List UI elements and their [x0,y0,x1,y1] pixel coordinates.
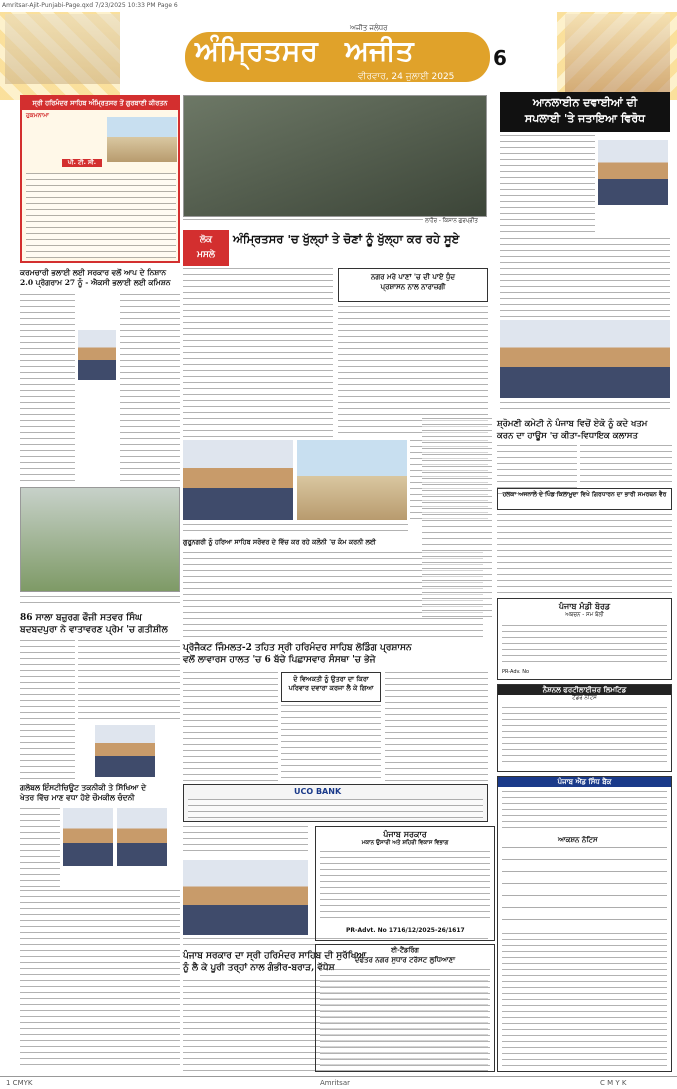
tag-line-2: ਮਸਲੇ [196,250,215,260]
middle-bottom-headline-1: ਪੰਜਾਬ ਸਰਕਾਰ ਦਾ ਸ੍ਰੀ ਹਰਿਮੰਦਰ ਸਾਹਿਬ ਦੀ ਸੁਰੱਖਿਆ [183,951,367,961]
masthead-date: ਵੀਰਵਾਰ, 24 ਜੁਲਾਈ 2025 [358,72,455,82]
mandi-board-ad [497,598,672,680]
kirtan-ad-label: ਪੀ. ਟੀ. ਸੀ. [62,159,102,167]
main-story-text-a [183,268,333,438]
middle-lower-text [183,826,308,856]
left-story-3-headline [20,783,180,803]
uco-bank-text [188,799,483,819]
right-top-headline-1: ਆਨਲਾਈਨ ਦਵਾਈਆਂ ਦੀ [532,96,638,109]
middle-headline-2-line-2: ਵਲੋਂ ਲਾਵਾਰਸ ਹਾਲਤ 'ਚ 6 ਬੱਚੇ ਪਿਛਾਸਵਾਰ ਸੰਸਥਾ 'ਚ ਭੇਜੇ [183,655,376,665]
footer-right: C M Y K [600,1079,627,1087]
right-top-headline-2: ਸਪਲਾਈ 'ਤੇ ਜਤਾਇਆ ਵਿਰੋਧ [524,112,646,125]
left-story-2-text-b [78,640,180,720]
left-story-3-headline-1: ਗਲੋਬਲ ਇੰਸਟੀਚਿਊਟ ਤਕਨੀਕੀ ਤੇ ਸਿੱਖਿਆ ਦੇ [20,783,147,792]
middle-headline-2-line-1: ਪ੍ਰੋਜੈਕਟ ਜਿੰਮਲਤ-2 ਤਹਿਤ ਸ੍ਰੀ ਹਰਿਮੰਦਰ ਸਾਹਿਬ ਲੋਡਿੰਗ ਪ੍ਰਸ਼ਾਸਨ [183,643,412,653]
main-story-subbox [338,268,488,302]
middle-bottom-headline-2: ਨੂੰ ਲੈ ਕੇ ਪੂਰੀ ਤਰ੍ਹਾਂ ਨਾਲ ਗੰਭੀਰ-ਬਰਾੜ, ਵੱਧੇਸ਼ [183,963,335,973]
right-mid-text-c [497,514,672,594]
tag-line-1: ਲੋਕ [199,235,213,245]
masthead-title-ajit: ਅਜੀਤ [345,34,414,67]
right-top-headline [500,92,670,132]
footer-left: 1 CMYK [6,1079,33,1087]
left-story-3-headline-2: ਖੇਤਰ ਵਿੱਚ ਮਾਣ ਵਧਾ ਹੋਏ ਚੌਮਕੀਲ ਚੰਦਨੀ [20,793,135,802]
header-photo-left [5,14,120,84]
right-top-text-b [500,238,670,318]
lok-masle-tag [183,230,229,266]
left-story-2-headline-1: 86 ਸਾਲਾ ਬਜ਼ੁਰਗ ਫੌਜੀ ਸਤਵਰ ਸਿੰਘ [20,613,142,623]
print-slug: Amritsar-Ajit-Punjabi-Page.qxd 7/23/2025 10:33 PM Page 6 [2,2,178,9]
top-news-photo [183,95,487,217]
main-headline: ਅੰਮ੍ਰਿਤਸਰ 'ਚ ਖੁੱਲ੍ਹਾਂ ਤੇ ਚੋਣਾਂ ਨੂੰ ਖੁੱਲ੍ਹਾ ਕਰ ਰਹੇ ਸੂਏ [233,232,460,246]
bank-auction-bank: ਪੰਜਾਬ ਐਂਡ ਸਿੰਧ ਬੈਂਕ [498,777,671,787]
nfl-ad-title: ਨੈਸ਼ਨਲ ਫਰਟੀਲਾਈਜ਼ਰ ਲਿਮਟਿਡ [498,685,671,695]
middle-conference-photo [183,860,308,935]
nfl-ad [497,684,672,772]
mandi-board-sub: ਅਬਚਨ - ਸਮ ਬੋਲੀ [565,612,604,618]
kirtan-ad-photo [107,117,177,162]
middle-col-b-text [281,705,381,782]
uco-bank-ad [183,784,488,822]
left-story-1-headline-1: ਕਰਮਚਾਰੀ ਭਲਾਈ ਲਈ ਸਰਕਾਰ ਵਲੋਂ ਆਪ ਦੇ ਨਿਸ਼ਾਨ [20,268,167,277]
uco-bank-name: UCO BANK [294,787,342,796]
middle-headline-2 [183,642,488,666]
main-story-sub-2: ਪ੍ਰਸ਼ਾਸਨ ਨਾਲ ਨਾਰਾਜ਼ਗੀ [380,282,446,291]
page-number: 6 [493,46,507,70]
left-story-1-headline-2: 2.0 ਪ੍ਰੋਗਰਾਮ 27 ਨੂੰ - ਐਕਸੀ ਭਲਾਈ ਲਈ ਕਮਿਸ਼ਨ [20,278,171,287]
middle-group-photo [183,440,293,520]
punjab-gov-ad [315,826,495,941]
middle-col-c-text [385,672,488,782]
mandi-pr-adv: PR-Adv. No [502,669,530,675]
right-top-group-photo [500,320,670,398]
right-mid-headline [497,418,672,442]
middle-headline-1: ਗੁਰੂਨਗਰੀ ਨੂੰ ਹਰਿਆ ਸਾਹਿਬ ਸਰੋਵਰ ਦੇ ਵਿੱਚ ਕਰ ਰਹੇ ਕਲੋਨੀ 'ਚ ਕੰਮ ਕਰਨੀ ਲਈ [183,538,376,546]
middle-photo-caption [183,524,408,534]
kirtan-ad-text [26,173,176,258]
middle-col-a-text [183,672,278,782]
nfl-ad-text [502,707,667,767]
middle-box-headline: ਦੋ ਵਿਅਕਤੀ ਨੂੰ ਉਤਰਾ ਦਾ ਕਿਰਾ [293,675,369,683]
main-story-sub-1: ਨਗਰ ਮਰੇ ਪਾਣਾਂ 'ਚ ਦੀ ਪਾਏ ਧੁੰਦ [370,272,456,281]
footer-mid: Amritsar [320,1079,350,1087]
right-mid-headline-1: ਸ਼੍ਰੋਮਣੀ ਕਮੇਟੀ ਨੇ ਪੰਜਾਬ ਵਿਚੋਂ ਏਕੋ ਨੂੰ ਕਦੇ ਖਤਮ [497,419,648,429]
tender-ad-title: ਈ-ਟੈਂਡਰਿੰਗ [391,946,419,954]
right-col-text-a [422,418,492,618]
left-story-1-text-a [20,294,75,484]
left-story-2-headline [20,612,180,636]
right-top-portrait [598,140,668,205]
middle-box [281,672,381,702]
footer-bar [0,1076,677,1089]
left-story-3-text-b [20,890,180,1070]
bank-auction-title: ਆਕਸ਼ਨ ਨੋਟਿਸ [558,835,598,844]
tender-ad-text [320,969,490,1067]
bank-auction-table [502,847,667,927]
left-story-1-headline [20,268,180,288]
mandi-board-text [502,625,667,665]
right-mid-headline-2: ਕਰਨ ਦਾ ਹਾਊਸ 'ਚ ਕੀਤਾ-ਵਿਧਾਇਕ ਕਲਾਸਤ [497,431,638,441]
right-mid-text-b [580,445,672,485]
tender-ad-office: ਦਫਤਰ ਨਗਰ ਸੁਧਾਰ ਟਰੱਸਟ ਲੁਧਿਆਣਾ [354,955,456,964]
kirtan-ad [20,95,180,263]
kirtan-ad-title: ਸ੍ਰੀ ਹਰਿਮੰਦਰ ਸਾਹਿਬ ਅੰਮ੍ਰਿਤਸਰ ਤੋਂ ਗੁਰਬਾਣੀ ਕੀਰਤਨ [22,97,178,110]
left-story-3-text-a [20,808,60,888]
punjab-gov-dept: ਮਕਾਨ ਉਸਾਰੀ ਅਤੇ ਸ਼ਹਿਰੀ ਵਿਕਾਸ ਵਿਭਾਗ [361,840,449,846]
right-mid-box: ਹਲਕਾ ਅਜਨਾਲੇ ਦੇ ਪਿੰਡ ਕਿਲਾਮੂਦਾ ਵਿਖੇ ਗਿਰਧਾਰਨ ਦਾ ਭਾਰੀ ਸਮਰਥਨ ਵੈਰ [497,488,672,510]
punjab-gov-text [320,851,490,923]
left-field-photo [20,487,180,592]
left-story-2-headline-2: ਬਦਬਦਪੁਰਾ ਨੇ ਵਾਤਾਵਰਣ ਪ੍ਰੇਮ 'ਚ ਗਤੀਸ਼ੀਲ [20,625,168,635]
middle-building-photo [297,440,407,520]
masthead-small-title: ਅਜੀਤ ਜਲੰਧਰ [350,24,388,32]
left-story-1-text-b [120,294,180,484]
left-story-2-portrait [95,725,155,777]
left-story-1-portrait [78,330,116,380]
top-photo-caption: ਲਾਹੌਰ - ਕਿਸਾਨ ਗੁਰਪ੍ਰੀਤ [425,218,478,224]
middle-box-sub: ਪਰਿਵਾਰ ਦਵਾਰਾ ਕਰਜਾ ਲੈ ਕੇ ਗਿਆ [288,684,374,692]
left-story-2-text-a [20,640,75,780]
bank-auction-text [502,933,667,1067]
right-top-caption [500,402,670,414]
bank-auction-ad [497,776,672,1072]
left-story-3-portrait-1 [63,808,113,866]
kirtan-ad-sub: ਹੁਕਮਨਾਮਾ [26,112,49,119]
masthead-title-amritsar: ਅੰਮ੍ਰਿਤਸਰ [195,34,318,67]
tender-ad [315,944,495,1072]
punjab-gov-pr-adv: PR-Advt. No 1716/12/2025-26/1617 [346,927,465,934]
punjab-gov-title: ਪੰਜਾਬ ਸਰਕਾਰ [383,829,427,839]
top-photo-caption-lines [183,219,423,225]
nfl-ad-sub: ਟੈਂਡਰ ਨੋਟਿਸ [572,695,597,701]
bank-auction-intro [502,791,667,831]
mandi-board-title: ਪੰਜਾਬ ਮੰਡੀ ਬੋਰਡ [558,601,611,611]
left-field-caption [20,596,180,608]
header-photo-right [565,14,670,94]
right-top-text-a [500,135,595,235]
left-story-3-portrait-2 [117,808,167,866]
